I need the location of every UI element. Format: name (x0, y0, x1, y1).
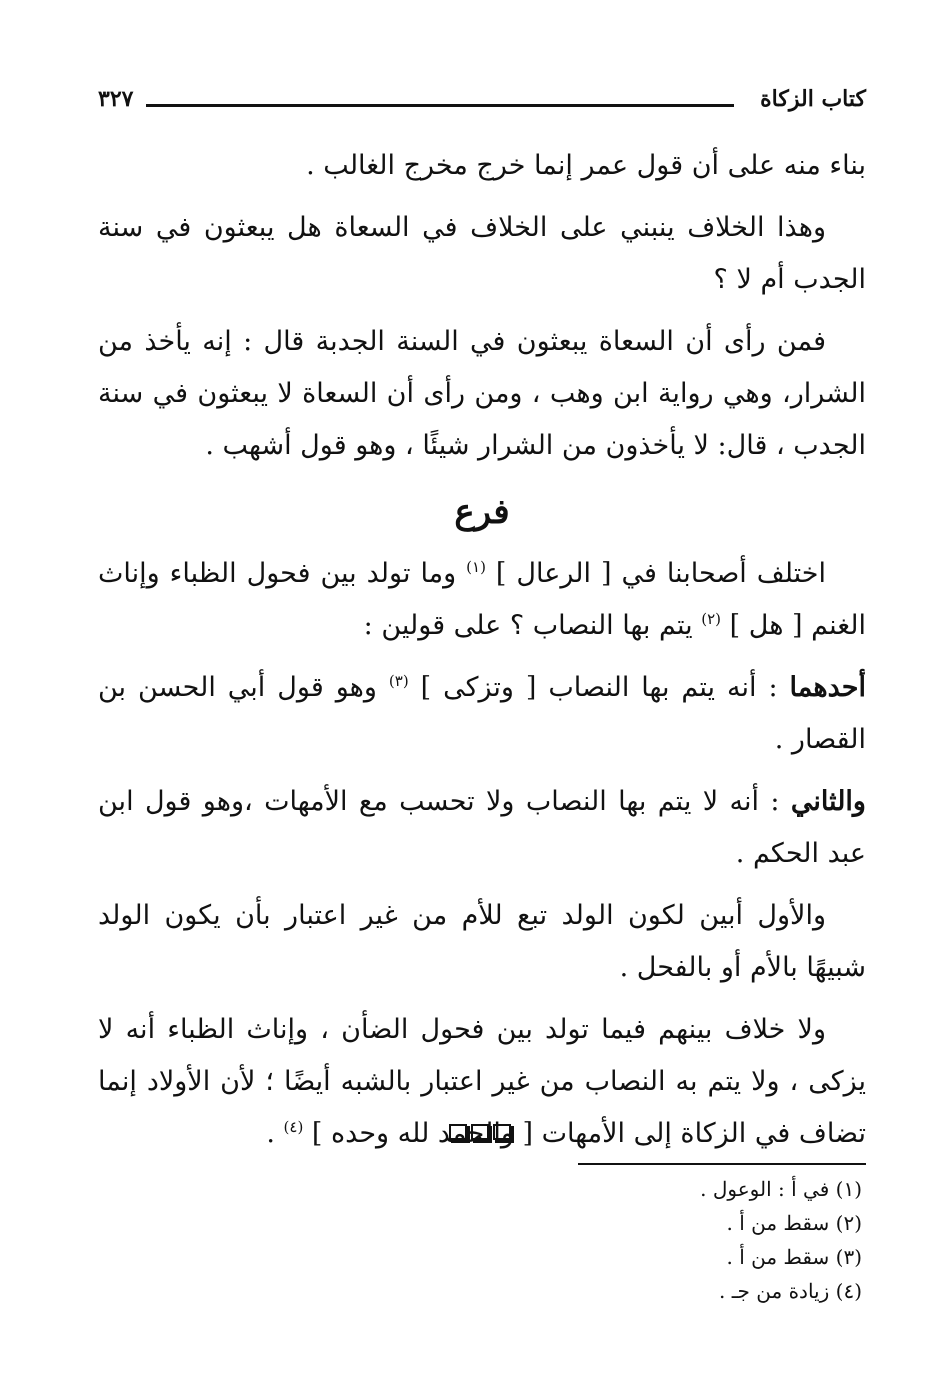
section-paragraph-1 (98, 548, 866, 652)
ornament-square-icon (449, 1124, 467, 1140)
footnote-4: (٤) زيادة من جـ . (718, 1279, 862, 1303)
footnote-3: (٣) سقط من أ . (726, 1245, 862, 1269)
footnote-rule (578, 1163, 866, 1165)
section-paragraph-2 (98, 662, 866, 766)
body-text (98, 140, 866, 1170)
footnote-ref-3: (٣) (388, 672, 409, 690)
section-paragraph-3 (98, 776, 866, 880)
sp5-text-a: ولا خلاف بينهم فيما تولد بين فحول الضأن ، وإناث الظباء أنه لا يزكى ، ولا يتم به النصاب من غير اعتبار بالشبه أيضًا ؛ لأن الأولاد إنما تضاف في الزكاة إلى الأمهات [ والحمد لله وحده ] (98, 1014, 866, 1149)
sp2-text-b: وهو قول أبي الحسن بن القصار . (98, 672, 866, 755)
ornament-square-icon (493, 1124, 511, 1140)
header-rule (146, 104, 734, 107)
paragraph-2: وهذا الخلاف ينبني على الخلاف في السعاة هل يبعثون في سنة الجدب أم لا ؟ (98, 212, 866, 295)
sp3-lead: والثاني (790, 786, 866, 817)
section-paragraph-4: والأول أبين لكون الولد تبع للأم من غير اعتبار بأن يكون الولد شبيهًا بالأم أو بالفحل . (98, 900, 866, 983)
sp2-lead: أحدهما (789, 672, 866, 703)
footnote-2: (٢) سقط من أ . (726, 1211, 862, 1235)
sp1-text-c: يتم بها النصاب ؟ على قولين : (363, 610, 693, 641)
paragraph-1: بناء منه على أن قول عمر إنما خرج مخرج الغالب . (306, 150, 866, 181)
paragraph-3: فمن رأى أن السعاة يبعثون في السنة الجدبة قال : إنه يأخذ من الشرار، وهي رواية ابن وهب ، ومن رأى أن السعاة لا يبعثون في سنة الجدب ، قال: لا يأخذون من الشرار شيئًا ، وهو قول أشهب . (98, 326, 866, 461)
chapter-title: كتاب الزكاة (760, 86, 866, 112)
ornament-square-icon (471, 1124, 489, 1140)
page-header (98, 82, 866, 122)
sp5-text-b: . (266, 1118, 275, 1149)
sp1-text-a: اختلف أصحابنا في [ الرعال ] (495, 558, 826, 589)
footnote-ref-2: (٢) (701, 610, 722, 628)
end-ornament (440, 1124, 520, 1148)
sp1-text-b: وما تولد بين فحول الظباء وإناث الغنم [ هل ] (98, 558, 866, 641)
page-number: ٣٢٧ (98, 86, 134, 112)
section-title: فرع (454, 492, 510, 532)
footnotes (462, 1172, 862, 1308)
footnote-1: (١) في أ : الوعول . (700, 1177, 862, 1201)
footnote-ref-4: (٤) (283, 1118, 304, 1136)
sp3-text: : أنه لا يتم بها النصاب ولا تحسب مع الأمهات ،وهو قول ابن عبد الحكم . (98, 786, 866, 869)
sp2-text-a: : أنه يتم بها النصاب [ وتزكى ] (420, 672, 778, 703)
footnote-ref-1: (١) (466, 558, 486, 576)
